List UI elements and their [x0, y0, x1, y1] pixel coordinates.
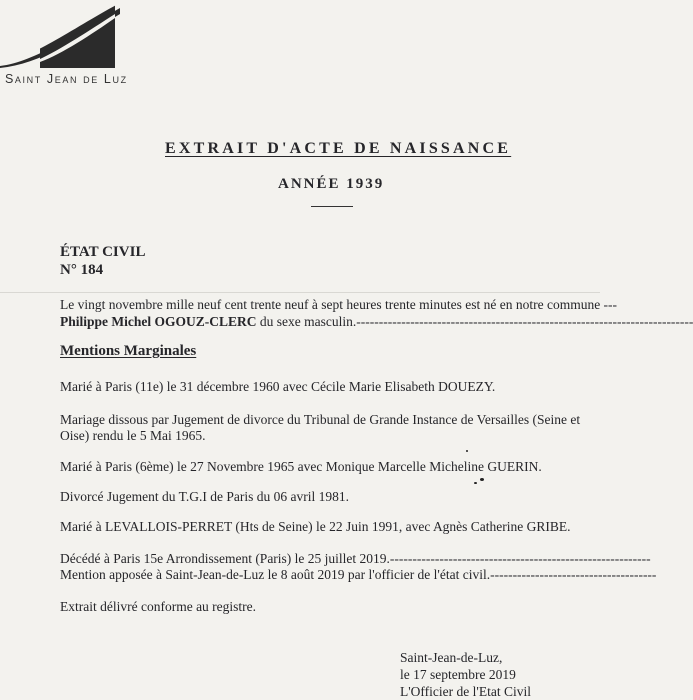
- mention-item: Oise) rendu le 5 Mai 1965.: [60, 428, 206, 443]
- wave-logo-icon: [0, 0, 120, 72]
- signature-place: Saint-Jean-de-Luz,: [400, 650, 503, 665]
- title-divider: [311, 206, 353, 207]
- document-year: ANNÉE 1939: [278, 176, 385, 192]
- birth-name: Philippe Michel OGOUZ-CLERC: [60, 314, 257, 329]
- birth-line-2: [60, 313, 693, 330]
- ink-speck: [466, 450, 468, 452]
- birth-line-2-rest: du sexe masculin.---------------------------------------------------------------------------: [256, 314, 693, 329]
- birth-line-1: Le vingt novembre mille neuf cent trente neuf à sept heures trente minutes est né en notre commune ---: [60, 297, 618, 312]
- signature-date: le 17 septembre 2019: [400, 667, 516, 682]
- signature-officer: L'Officier de l'Etat Civil: [400, 684, 531, 699]
- signature-block: [400, 649, 531, 700]
- city-logo: [0, 0, 130, 95]
- mention-item: Mariage dissous par Jugement de divorce du Tribunal de Grande Instance de Versailles (Seine et: [60, 412, 581, 427]
- mention-item: Marié à Paris (11e) le 31 décembre 1960 avec Cécile Marie Elisabeth DOUEZY.: [60, 379, 496, 394]
- mention-item: Divorcé Jugement du T.G.I de Paris du 06 avril 1981.: [60, 489, 349, 504]
- act-number: N° 184: [60, 262, 104, 278]
- logo-text: Saint Jean de Luz: [5, 72, 128, 86]
- etat-civil-block: [60, 243, 145, 279]
- ink-speck: [480, 478, 484, 481]
- mention-item: Mention apposée à Saint-Jean-de-Luz le 8 août 2019 par l'officier de l'état civil.-------------------------------------: [60, 567, 657, 582]
- etat-civil-label: ÉTAT CIVIL: [60, 244, 146, 260]
- scan-line: [0, 292, 600, 293]
- closing-statement: Extrait délivré conforme au registre.: [60, 599, 257, 614]
- mentions-heading: Mentions Marginales: [60, 343, 197, 359]
- document-title: EXTRAIT D'ACTE DE NAISSANCE: [165, 140, 512, 157]
- ink-speck: [474, 482, 477, 484]
- mention-item: Décédé à Paris 15e Arrondissement (Paris) le 25 juillet 2019.----------------------------------------------------------: [60, 551, 651, 566]
- mention-item: Marié à LEVALLOIS-PERRET (Hts de Seine) le 22 Juin 1991, avec Agnès Catherine GRIBE.: [60, 519, 571, 534]
- mention-item: Marié à Paris (6ème) le 27 Novembre 1965 avec Monique Marcelle Micheline GUERIN.: [60, 459, 542, 474]
